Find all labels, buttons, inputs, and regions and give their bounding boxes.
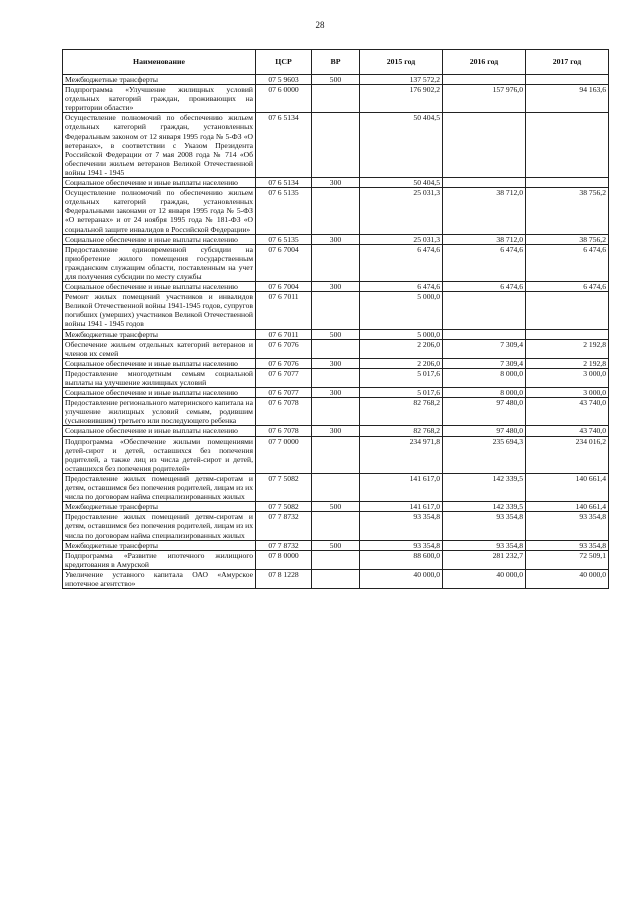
row-2016: 97 480,0 [443, 398, 526, 426]
row-2015: 5 017,6 [360, 368, 443, 387]
row-2015: 50 404,5 [360, 178, 443, 188]
row-csr: 07 7 8732 [256, 540, 312, 550]
row-2016: 38 712,0 [443, 234, 526, 244]
table-row [63, 178, 609, 188]
row-vr: 500 [312, 540, 360, 550]
page-number: 28 [315, 20, 325, 30]
row-vr [312, 244, 360, 281]
row-csr: 07 6 7011 [256, 329, 312, 339]
row-vr: 300 [312, 282, 360, 292]
row-2017: 140 661,4 [526, 502, 609, 512]
row-csr: 07 6 7004 [256, 282, 312, 292]
row-name: Социальное обеспечение и иные выплаты населению [63, 358, 256, 368]
table-row [63, 188, 609, 234]
row-csr: 07 6 7077 [256, 388, 312, 398]
table-row [63, 329, 609, 339]
row-2017: 6 474,6 [526, 282, 609, 292]
row-2017 [526, 329, 609, 339]
row-2015: 93 354,8 [360, 540, 443, 550]
row-2016: 7 309,4 [443, 358, 526, 368]
row-csr: 07 8 0000 [256, 550, 312, 569]
row-csr: 07 6 7078 [256, 398, 312, 426]
row-2016: 142 339,5 [443, 502, 526, 512]
row-name: Социальное обеспечение и иные выплаты населению [63, 234, 256, 244]
table-row [63, 85, 609, 113]
row-vr [312, 85, 360, 113]
row-2017 [526, 113, 609, 178]
row-2015: 25 031,3 [360, 234, 443, 244]
row-2017: 2 192,8 [526, 339, 609, 358]
row-name: Межбюджетные трансферты [63, 329, 256, 339]
table-row [63, 388, 609, 398]
table-row [63, 426, 609, 436]
row-2016: 157 976,0 [443, 85, 526, 113]
row-2015: 88 600,0 [360, 550, 443, 569]
row-2017: 38 756,2 [526, 234, 609, 244]
row-2016: 93 354,8 [443, 540, 526, 550]
table-row [63, 358, 609, 368]
row-csr: 07 5 9603 [256, 75, 312, 85]
row-csr: 07 6 5135 [256, 234, 312, 244]
row-2016: 6 474,6 [443, 244, 526, 281]
row-vr: 300 [312, 358, 360, 368]
row-2015: 40 000,0 [360, 569, 443, 588]
row-2015: 6 474,6 [360, 282, 443, 292]
row-2017: 2 192,8 [526, 358, 609, 368]
row-2016: 281 232,7 [443, 550, 526, 569]
row-csr: 07 6 0000 [256, 85, 312, 113]
row-name: Социальное обеспечение и иные выплаты населению [63, 426, 256, 436]
row-vr [312, 436, 360, 473]
header-csr: ЦСР [256, 50, 312, 75]
table-row [63, 540, 609, 550]
row-vr: 500 [312, 75, 360, 85]
row-csr: 07 6 7076 [256, 339, 312, 358]
row-2016: 8 000,0 [443, 388, 526, 398]
row-csr: 07 6 7011 [256, 292, 312, 329]
row-name: Подпрограмма «Развитие ипотечного жилищного кредитования в Амурской [63, 550, 256, 569]
row-csr: 07 6 7077 [256, 368, 312, 387]
row-2017 [526, 178, 609, 188]
row-2016: 7 309,4 [443, 339, 526, 358]
table-row [63, 569, 609, 588]
row-vr [312, 550, 360, 569]
row-2017: 140 661,4 [526, 473, 609, 501]
row-2017: 38 756,2 [526, 188, 609, 234]
row-vr: 300 [312, 426, 360, 436]
row-name: Подпрограмма «Обеспечение жилыми помещениями детей-сирот и детей, оставшихся без попечения родителей, а также лиц из числа детей-сирот и детей, оставшихся без попечения родителей» [63, 436, 256, 473]
row-2017: 3 000,0 [526, 368, 609, 387]
row-csr: 07 7 5082 [256, 473, 312, 501]
row-2017: 93 354,8 [526, 540, 609, 550]
row-2016 [443, 113, 526, 178]
row-csr: 07 8 1228 [256, 569, 312, 588]
row-vr [312, 512, 360, 540]
row-vr [312, 368, 360, 387]
row-vr [312, 339, 360, 358]
row-2015: 5 017,6 [360, 388, 443, 398]
row-2016: 8 000,0 [443, 368, 526, 387]
table-header-row [63, 50, 609, 75]
table-row [63, 502, 609, 512]
table-row [63, 550, 609, 569]
row-2017: 43 740,0 [526, 398, 609, 426]
row-2016: 40 000,0 [443, 569, 526, 588]
row-vr: 300 [312, 178, 360, 188]
table-row [63, 339, 609, 358]
row-2015: 141 617,0 [360, 502, 443, 512]
header-vr: ВР [312, 50, 360, 75]
table-row [63, 398, 609, 426]
table-row [63, 234, 609, 244]
row-2015: 137 572,2 [360, 75, 443, 85]
table-row [63, 436, 609, 473]
row-csr: 07 6 5134 [256, 178, 312, 188]
row-2015: 5 000,0 [360, 292, 443, 329]
row-2015: 50 404,5 [360, 113, 443, 178]
table-row [63, 282, 609, 292]
row-2015: 25 031,3 [360, 188, 443, 234]
row-name: Предоставление регионального материнского капитала на улучшение жилищных условий семьям, родившим (усыновившим) третьего или последующего ребенка [63, 398, 256, 426]
row-name: Социальное обеспечение и иные выплаты населению [63, 178, 256, 188]
row-name: Увеличение уставного капитала ОАО «Амурское ипотечное агентство» [63, 569, 256, 588]
row-2016 [443, 178, 526, 188]
row-vr [312, 473, 360, 501]
row-name: Обеспечение жильем отдельных категорий ветеранов и членов их семей [63, 339, 256, 358]
row-name: Ремонт жилых помещений участников и инвалидов Великой Отечественной войны 1941-1945 годов, супругов погибших (умерших) участников Великой Отечественной войны 1941 - 1945 годов [63, 292, 256, 329]
row-vr [312, 113, 360, 178]
table-row [63, 473, 609, 501]
row-2017: 94 163,6 [526, 85, 609, 113]
row-2017: 6 474,6 [526, 244, 609, 281]
row-name: Осуществление полномочий по обеспечению жильем отдельных категорий граждан, установленных Федеральными законами от 12 января 1995 года № 5-ФЗ «О ветеранах» и от 24 ноября 1995 года № 181-ФЗ «О социальной защите инвалидов в Российской Федерации» [63, 188, 256, 234]
row-csr: 07 6 7004 [256, 244, 312, 281]
row-vr: 500 [312, 329, 360, 339]
row-vr: 500 [312, 502, 360, 512]
row-2015: 82 768,2 [360, 398, 443, 426]
row-name: Межбюджетные трансферты [63, 75, 256, 85]
row-2017: 43 740,0 [526, 426, 609, 436]
row-name: Межбюджетные трансферты [63, 540, 256, 550]
row-csr: 07 6 5134 [256, 113, 312, 178]
row-2017: 72 509,1 [526, 550, 609, 569]
row-csr: 07 6 7078 [256, 426, 312, 436]
row-2016: 6 474,6 [443, 282, 526, 292]
row-name: Социальное обеспечение и иные выплаты населению [63, 388, 256, 398]
row-2016: 142 339,5 [443, 473, 526, 501]
row-2015: 6 474,6 [360, 244, 443, 281]
row-name: Предоставление жилых помещений детям-сиротам и детям, оставшимся без попечения родителей, лицам из их числа по договорам найма специализированных жилых [63, 473, 256, 501]
row-2016 [443, 75, 526, 85]
row-2017: 234 016,2 [526, 436, 609, 473]
row-vr [312, 398, 360, 426]
row-2016 [443, 292, 526, 329]
budget-table [62, 49, 609, 589]
row-2015: 234 971,8 [360, 436, 443, 473]
row-name: Социальное обеспечение и иные выплаты населению [63, 282, 256, 292]
row-name: Межбюджетные трансферты [63, 502, 256, 512]
table-row [63, 75, 609, 85]
row-2015: 2 206,0 [360, 339, 443, 358]
row-2017: 40 000,0 [526, 569, 609, 588]
table-row [63, 512, 609, 540]
row-2015: 2 206,0 [360, 358, 443, 368]
row-name: Предоставление единовременной субсидии на приобретение жилого помещения государственным гражданским служащим области, поставленным на учет для получения субсидии по месту службы [63, 244, 256, 281]
header-name: Наименование [63, 50, 256, 75]
row-2016: 38 712,0 [443, 188, 526, 234]
row-csr: 07 6 5135 [256, 188, 312, 234]
row-csr: 07 7 8732 [256, 512, 312, 540]
row-name: Осуществление полномочий по обеспечению жильем отдельных категорий граждан, установленных Федеральным законом от 12 января 1995 года № 5-ФЗ «О ветеранах», в соответствии с Указом Президента Российской Федерации от 7 мая 2008 года № 714 «Об обеспечении жильем ветеранов Великой Отечественной войны 1941 - 1945 [63, 113, 256, 178]
row-vr [312, 188, 360, 234]
row-2017: 93 354,8 [526, 512, 609, 540]
row-name: Подпрограмма «Улучшение жилищных условий отдельных категорий граждан, проживающих на территории области» [63, 85, 256, 113]
header-2015: 2015 год [360, 50, 443, 75]
row-2015: 82 768,2 [360, 426, 443, 436]
row-csr: 07 6 7076 [256, 358, 312, 368]
row-2016 [443, 329, 526, 339]
row-vr [312, 292, 360, 329]
row-name: Предоставление многодетным семьям социальной выплаты на улучшение жилищных условий [63, 368, 256, 387]
row-2016: 97 480,0 [443, 426, 526, 436]
row-2015: 93 354,8 [360, 512, 443, 540]
row-csr: 07 7 5082 [256, 502, 312, 512]
row-2017 [526, 292, 609, 329]
table-row [63, 113, 609, 178]
row-2016: 93 354,8 [443, 512, 526, 540]
table-row [63, 244, 609, 281]
row-2015: 176 902,2 [360, 85, 443, 113]
row-csr: 07 7 0000 [256, 436, 312, 473]
row-2017: 3 000,0 [526, 388, 609, 398]
row-vr: 300 [312, 234, 360, 244]
row-name: Предоставление жилых помещений детям-сиротам и детям, оставшимся без попечения родителей, лицам из их числа по договорам найма специализированных жилых [63, 512, 256, 540]
header-2016: 2016 год [443, 50, 526, 75]
row-vr: 300 [312, 388, 360, 398]
header-2017: 2017 год [526, 50, 609, 75]
row-2017 [526, 75, 609, 85]
row-2015: 5 000,0 [360, 329, 443, 339]
row-2016: 235 694,3 [443, 436, 526, 473]
table-row [63, 368, 609, 387]
row-2015: 141 617,0 [360, 473, 443, 501]
table-row [63, 292, 609, 329]
row-vr [312, 569, 360, 588]
